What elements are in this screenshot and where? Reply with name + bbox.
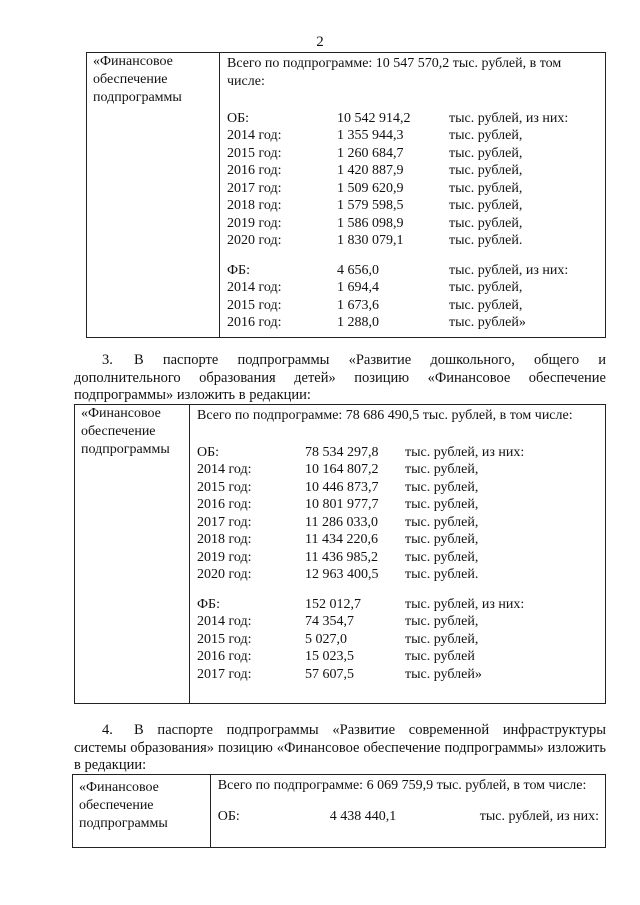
row-amount: 4 656,0 [337,262,379,278]
row-unit: тыс. рублей, [449,163,523,178]
paragraph-3 [74,352,606,405]
row-unit: тыс. рублей. [405,567,479,582]
row-amount: 11 436 985,2 [305,549,378,565]
row-unit: тыс. рублей, [405,549,479,565]
row-amount: 1 830 079,1 [337,233,404,248]
funding-row [197,665,599,683]
financing-label-cell [75,405,190,704]
funding-row [227,261,599,279]
row-period: 2015 год: [197,631,252,647]
funding-row [227,232,599,250]
row-unit: тыс. рублей, [449,215,523,231]
funding-row [227,279,599,297]
funding-row [197,613,599,631]
row-amount: 1 579 598,5 [337,198,404,213]
row-period: 2016 год: [227,315,282,330]
row-unit: тыс. рублей, из них: [405,444,525,460]
financing-label-cell [73,775,211,848]
row-period: 2016 год: [197,497,252,512]
funding-row [197,461,599,479]
row-amount: 1 586 098,9 [337,215,404,231]
funding-row [227,179,599,197]
row-period: ОБ: [227,110,250,126]
total-line: Всего по подпрограмме: 10 547 570,2 тыс. рублей, в том числе: [227,56,562,89]
row-amount: 1 260 684,7 [337,145,404,161]
row-unit: тыс. рублей, [405,614,479,629]
row-amount: 12 963 400,5 [305,567,379,582]
ob-rows [218,807,599,825]
row-period: 2015 год: [227,297,282,313]
paragraph-text: В паспорте подпрограммы «Развитие дошкольного, общего и дополнительного образования детей» позицию «Финансовое обеспечение подпрограммы» изложить в редакции: [74,352,606,403]
funding-row [197,648,599,666]
label-line: обеспечение [93,72,168,87]
ob-rows [227,109,599,249]
row-period: 2020 год: [197,567,252,582]
row-amount: 11 286 033,0 [305,514,378,530]
row-unit: тыс. рублей, [405,532,479,547]
financing-label-cell [87,53,220,338]
row-unit: тыс. рублей, [405,479,479,495]
total-line: Всего по подпрограмме: 78 686 490,5 тыс. рублей, в том числе: [197,408,573,423]
row-period: 2019 год: [227,215,282,231]
row-amount: 10 801 977,7 [305,497,379,512]
funding-row [197,478,599,496]
label-line: подпрограммы [93,90,182,105]
row-period: 2017 год: [197,514,252,530]
financing-table-1 [86,52,606,338]
row-unit: тыс. рублей, [449,198,523,213]
paragraph-number: 3. [102,352,113,368]
row-period: 2014 год: [197,614,252,629]
label-line: «Финансовое [79,780,159,795]
financing-values-cell [220,53,606,338]
row-unit: тыс. рублей» [449,315,526,330]
row-amount: 10 164 807,2 [305,462,379,477]
row-amount: 1 420 887,9 [337,163,404,178]
row-amount: 4 438 440,1 [329,808,397,824]
funding-row [227,214,599,232]
row-period: 2016 год: [227,163,282,178]
row-amount: 15 023,5 [305,649,354,664]
row-amount: 152 012,7 [305,596,361,612]
row-period: ФБ: [227,262,250,278]
funding-row [218,807,599,825]
row-unit: тыс. рублей, из них: [405,596,525,612]
funding-row [227,127,599,145]
label-line: «Финансовое [81,406,161,421]
funding-row [197,496,599,514]
row-unit: тыс. рублей» [405,666,482,682]
row-period: 2017 год: [197,666,252,682]
row-unit: тыс. рублей, [405,514,479,530]
row-unit: тыс. рублей, [449,145,523,161]
funding-row [197,443,599,461]
row-period: 2020 год: [227,233,282,248]
row-period: 2019 год: [197,549,252,565]
funding-row [197,513,599,531]
row-amount: 1 673,6 [337,297,379,313]
paragraph-number: 4. [102,722,113,738]
ob-rows [197,443,599,583]
row-unit: тыс. рублей, из них: [479,808,599,824]
total-line: Всего по подпрограмме: 6 069 759,9 тыс. рублей, в том числе: [217,778,587,793]
row-period: ОБ: [197,444,220,460]
funding-row [227,296,599,314]
row-amount: 5 027,0 [305,631,347,647]
funding-row [197,630,599,648]
row-period: 2014 год: [227,280,282,295]
row-unit: тыс. рублей, [405,631,479,647]
label-line: «Финансовое [93,54,173,69]
row-period: 2014 год: [197,462,252,477]
row-amount: 1 355 944,3 [337,128,404,143]
fb-rows [197,595,599,683]
funding-row [197,548,599,566]
financing-values-cell [210,775,605,848]
label-line: подпрограммы [79,816,168,831]
row-amount: 11 434 220,6 [305,532,378,547]
funding-row [227,197,599,215]
row-amount: 78 534 297,8 [305,444,379,460]
row-period: 2015 год: [197,479,252,495]
row-unit: тыс. рублей, [449,280,523,295]
row-period: ОБ: [217,808,240,824]
row-unit: тыс. рублей, из них: [449,262,569,278]
row-period: 2017 год: [227,180,282,196]
row-unit: тыс. рублей, [405,462,479,477]
row-unit: тыс. рублей [405,649,475,664]
funding-row [197,595,599,613]
label-line: подпрограммы [81,442,170,457]
row-amount: 10 446 873,7 [305,479,379,495]
funding-row [227,144,599,162]
row-unit: тыс. рублей, [449,180,523,196]
funding-row [227,109,599,127]
row-period: 2018 год: [197,532,252,547]
row-unit: тыс. рублей, [449,297,523,313]
financing-values-cell [190,405,606,704]
row-amount: 10 542 914,2 [337,110,411,126]
row-period: 2015 год: [227,145,282,161]
row-period: 2016 год: [197,649,252,664]
page-number: 2 [316,34,324,50]
funding-row [227,314,599,332]
financing-table-3 [72,774,606,848]
funding-row [197,566,599,584]
financing-table-2 [74,404,606,704]
label-line: обеспечение [79,798,154,813]
row-amount: 1 694,4 [337,280,379,295]
row-amount: 1 509 620,9 [337,180,404,196]
row-amount: 57 607,5 [305,666,354,682]
row-amount: 1 288,0 [337,315,379,330]
row-unit: тыс. рублей, [405,497,479,512]
row-period: 2014 год: [227,128,282,143]
label-line: обеспечение [81,424,156,439]
row-unit: тыс. рублей. [449,233,523,248]
paragraph-4 [74,722,606,775]
row-unit: тыс. рублей, из них: [449,110,569,126]
funding-row [197,531,599,549]
row-period: ФБ: [197,596,220,612]
row-period: 2018 год: [227,198,282,213]
funding-row [227,162,599,180]
row-unit: тыс. рублей, [449,128,523,143]
row-amount: 74 354,7 [305,614,354,629]
fb-rows [227,261,599,331]
paragraph-text: В паспорте подпрограммы «Развитие современной инфраструктуры системы образования» позицию «Финансовое обеспечение подпрограммы» изложить в редакции: [74,722,606,773]
